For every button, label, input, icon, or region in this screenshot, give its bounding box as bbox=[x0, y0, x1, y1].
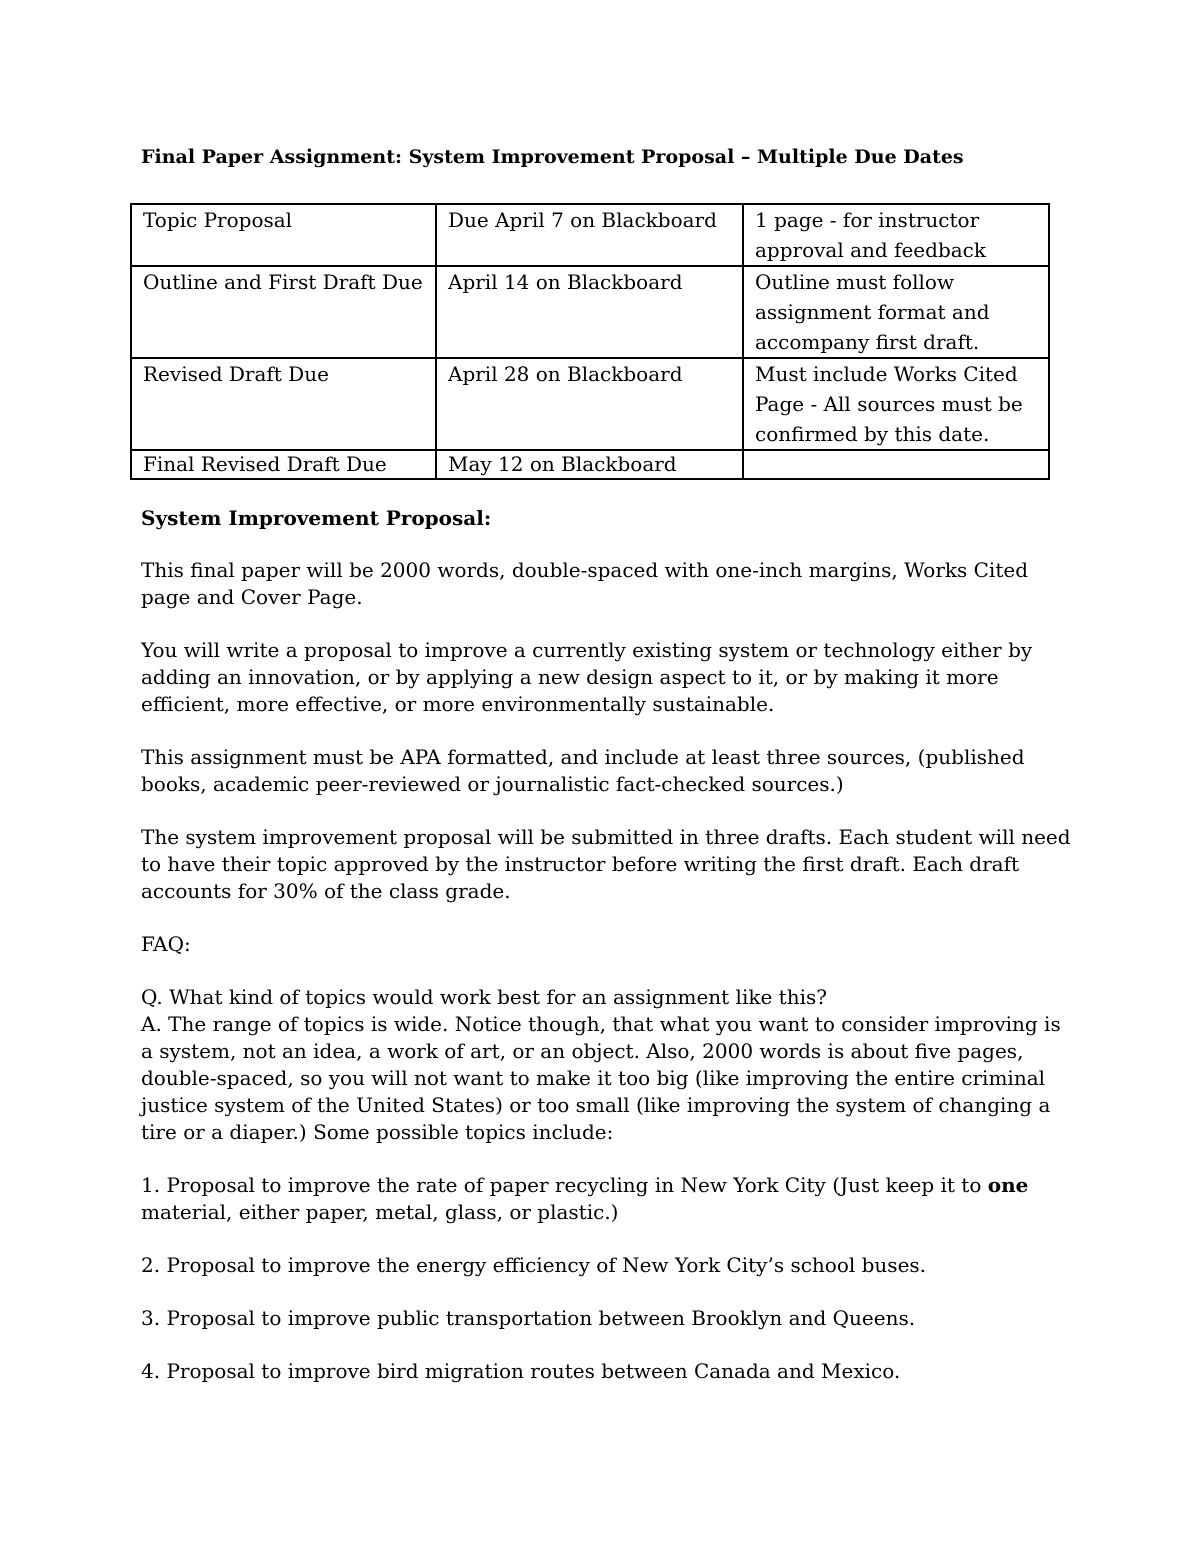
paragraph-drafts: The system improvement proposal will be submitted in three drafts. Each student will need to have their topic approved by the instructor before writing the first draft. Each draft accounts for 30% of the class grade. bbox=[141, 825, 1071, 903]
topic-item-1-text-end: material, either paper, metal, glass, or plastic.) bbox=[141, 1200, 619, 1224]
table-cell: Must include Works Cited Page - All sources must be confirmed by this date. bbox=[743, 358, 1049, 450]
paragraph-description: You will write a proposal to improve a currently existing system or technology either by adding an innovation, or by applying a new design aspect to it, or by making it more efficient, more effective, or more environmentally sustainable. bbox=[141, 638, 1033, 716]
topic-item-4: 4. Proposal to improve bird migration routes between Canada and Mexico. bbox=[141, 1359, 901, 1383]
table-cell: May 12 on Blackboard bbox=[436, 450, 743, 479]
table-cell: Outline must follow assignment format and accompany first draft. bbox=[743, 266, 1049, 358]
paragraph-formatting: This assignment must be APA formatted, and include at least three sources, (published books, academic peer-reviewed or journalistic fact-checked sources.) bbox=[141, 745, 1025, 796]
table-cell: Revised Draft Due bbox=[131, 358, 436, 450]
table-cell: Final Revised Draft Due bbox=[131, 450, 436, 479]
table-cell: Topic Proposal bbox=[131, 204, 436, 266]
table-row bbox=[131, 204, 1049, 266]
page-title: Final Paper Assignment: System Improvement Proposal – Multiple Due Dates bbox=[141, 146, 964, 168]
due-dates-table bbox=[130, 203, 1050, 480]
faq-question: Q. What kind of topics would work best for an assignment like this? bbox=[141, 985, 827, 1009]
faq-label: FAQ: bbox=[141, 932, 191, 956]
table-cell: Outline and First Draft Due bbox=[131, 266, 436, 358]
paragraph-length: This final paper will be 2000 words, double-spaced with one-inch margins, Works Cited page and Cover Page. bbox=[141, 558, 1028, 609]
section-heading: System Improvement Proposal: bbox=[141, 506, 492, 530]
emphasis-one: one bbox=[987, 1173, 1029, 1197]
faq-answer: A. The range of topics is wide. Notice though, that what you want to consider improving is a system, not an idea, a work of art, or an object. Also, 2000 words is about five pages, double-spaced, so you will not want to make it too big (like improving the entire criminal justice system of the United States) or too small (like improving the system of changing a tire or a diaper.) Some possible topics include: bbox=[141, 1012, 1061, 1144]
table-cell bbox=[743, 450, 1049, 479]
table-row bbox=[131, 450, 1049, 479]
topic-item-2: 2. Proposal to improve the energy efficiency of New York City’s school buses. bbox=[141, 1253, 927, 1277]
topic-item-1 bbox=[141, 1172, 1071, 1226]
table-cell: April 28 on Blackboard bbox=[436, 358, 743, 450]
topic-item-1-text: 1. Proposal to improve the rate of paper recycling in New York City (Just keep it to bbox=[141, 1173, 988, 1197]
table-cell: April 14 on Blackboard bbox=[436, 266, 743, 358]
table-row bbox=[131, 266, 1049, 358]
topic-item-3: 3. Proposal to improve public transportation between Brooklyn and Queens. bbox=[141, 1306, 916, 1330]
table-row bbox=[131, 358, 1049, 450]
table-cell: 1 page - for instructor approval and feedback bbox=[743, 204, 1049, 266]
body-text bbox=[141, 505, 1071, 1411]
table-cell: Due April 7 on Blackboard bbox=[436, 204, 743, 266]
